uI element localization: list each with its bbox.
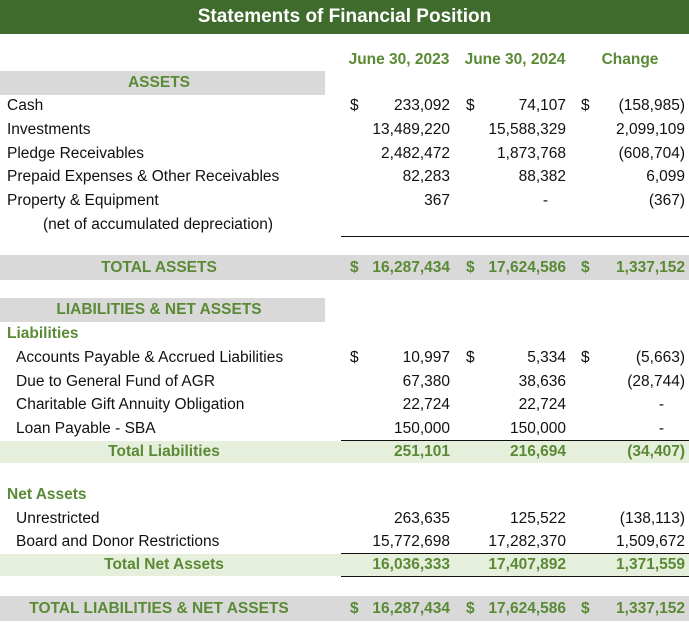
currency-symbol: $ <box>581 259 590 276</box>
currency-symbol: $ <box>466 97 475 114</box>
investments-change: 2,099,109 <box>616 121 685 138</box>
asset-label-pledge-receivables: Pledge Receivables <box>7 145 145 162</box>
liabilities-subheader: Liabilities <box>7 325 79 342</box>
grand-total-change: 1,337,152 <box>616 600 685 617</box>
loan-payable-2024: 150,000 <box>509 420 566 437</box>
restricted-2024: 17,282,370 <box>488 533 566 550</box>
cash-2023: 233,092 <box>393 97 450 114</box>
due-general-fund-change: (28,744) <box>627 373 685 390</box>
gift-annuity-2023: 22,724 <box>402 396 450 413</box>
currency-symbol: $ <box>350 349 359 366</box>
grand-total-2024: 17,624,586 <box>488 600 566 617</box>
property-2023: 367 <box>424 192 450 209</box>
currency-symbol: $ <box>581 349 590 366</box>
loan-payable-change: - <box>658 420 664 437</box>
asset-label-investments: Investments <box>7 121 91 138</box>
total-liabilities-2023: 251,101 <box>393 443 450 460</box>
total-assets-change: 1,337,152 <box>616 259 685 276</box>
prepaid-change: 6,099 <box>646 168 685 185</box>
restricted-2023: 15,772,698 <box>372 533 450 550</box>
asset-label-prepaid: Prepaid Expenses & Other Receivables <box>7 168 280 185</box>
pledge-2024: 1,873,768 <box>497 145 566 162</box>
currency-symbol: $ <box>581 600 590 617</box>
currency-symbol: $ <box>350 97 359 114</box>
investments-2023: 13,489,220 <box>372 121 450 138</box>
total-net-assets-2023: 16,036,333 <box>372 556 450 573</box>
currency-symbol: $ <box>350 600 359 617</box>
net-asset-label-unrestricted: Unrestricted <box>16 510 100 527</box>
currency-symbol: $ <box>581 97 590 114</box>
property-change: (367) <box>648 192 685 209</box>
pledge-2023: 2,482,472 <box>381 145 450 162</box>
pledge-change: (608,704) <box>618 145 685 162</box>
accounts-payable-change: (5,663) <box>635 349 685 366</box>
accounts-payable-2023: 10,997 <box>402 349 450 366</box>
cash-change: (158,985) <box>618 97 685 114</box>
prepaid-2023: 82,283 <box>402 168 450 185</box>
gift-annuity-2024: 22,724 <box>518 396 566 413</box>
total-assets-2023: 16,287,434 <box>372 259 450 276</box>
liabilities-net-assets-header: LIABILITIES & NET ASSETS <box>56 301 262 318</box>
total-liabilities-label: Total Liabilities <box>108 443 220 460</box>
investments-2024: 15,588,329 <box>488 121 566 138</box>
liability-label-accounts-payable: Accounts Payable & Accrued Liabilities <box>16 349 284 366</box>
total-liabilities-change: (34,407) <box>627 443 685 460</box>
statement-title: Statements of Financial Position <box>0 0 689 34</box>
column-header-change: Change <box>601 51 659 68</box>
prepaid-2024: 88,382 <box>518 168 566 185</box>
total-assets-2024: 17,624,586 <box>488 259 566 276</box>
net-assets-total-rule <box>341 576 689 577</box>
assets-header: ASSETS <box>127 74 190 91</box>
unrestricted-change: (138,113) <box>619 510 685 527</box>
total-liabilities-2024: 216,694 <box>509 443 566 460</box>
net-assets-subheader: Net Assets <box>7 486 87 503</box>
unrestricted-2023: 263,635 <box>393 510 450 527</box>
property-note: (net of accumulated depreciation) <box>43 216 274 233</box>
total-net-assets-2024: 17,407,892 <box>488 556 566 573</box>
due-general-fund-2023: 67,380 <box>402 373 450 390</box>
total-assets-label: TOTAL ASSETS <box>101 259 217 276</box>
unrestricted-2024: 125,522 <box>509 510 566 527</box>
accounts-payable-2024: 5,334 <box>527 349 566 366</box>
cash-2024: 74,107 <box>518 97 566 114</box>
asset-label-cash: Cash <box>7 97 44 114</box>
restricted-change: 1,509,672 <box>616 533 685 550</box>
column-header-2024: June 30, 2024 <box>464 51 566 68</box>
liability-label-gift-annuity: Charitable Gift Annuity Obligation <box>16 396 245 413</box>
column-header-2023: June 30, 2023 <box>348 51 450 68</box>
currency-symbol: $ <box>350 259 359 276</box>
assets-subtotal-rule <box>341 236 689 237</box>
asset-label-property: Property & Equipment <box>7 192 159 209</box>
gift-annuity-change: - <box>658 396 664 413</box>
liability-label-loan-payable: Loan Payable - SBA <box>16 420 156 437</box>
currency-symbol: $ <box>466 600 475 617</box>
currency-symbol: $ <box>466 259 475 276</box>
grand-total-2023: 16,287,434 <box>372 600 450 617</box>
net-asset-label-restricted: Board and Donor Restrictions <box>16 533 220 550</box>
currency-symbol: $ <box>466 349 475 366</box>
grand-total-label: TOTAL LIABILITIES & NET ASSETS <box>29 600 289 617</box>
due-general-fund-2024: 38,636 <box>518 373 566 390</box>
property-2024: - <box>542 192 548 209</box>
total-net-assets-label: Total Net Assets <box>104 556 224 573</box>
loan-payable-2023: 150,000 <box>393 420 450 437</box>
liability-label-due-general-fund: Due to General Fund of AGR <box>16 373 216 390</box>
total-net-assets-change: 1,371,559 <box>616 556 685 573</box>
